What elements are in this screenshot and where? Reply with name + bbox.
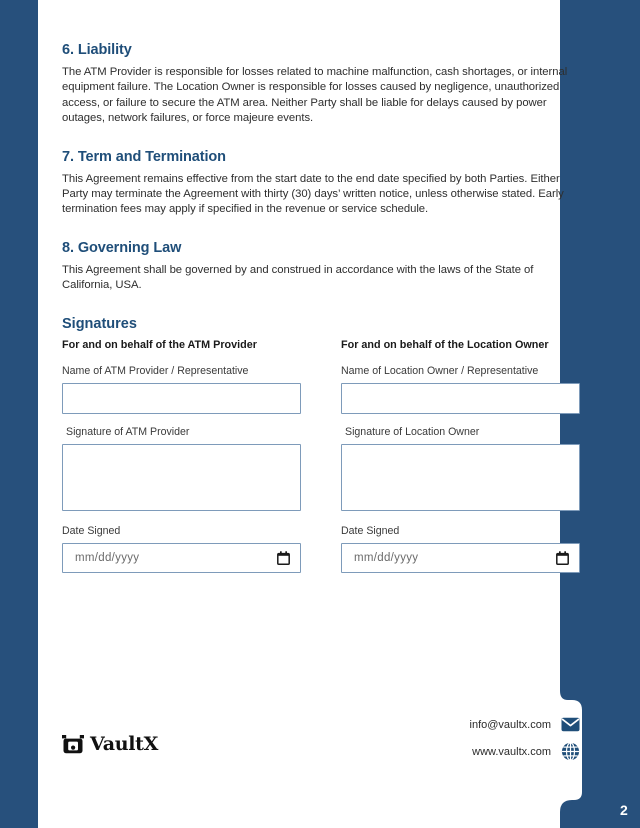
vault-mark-icon xyxy=(62,735,84,754)
section-governing-law-title: 8. Governing Law xyxy=(62,239,182,256)
label-name-location-owner: Name of Location Owner / Representative xyxy=(341,364,539,377)
section-governing-law xyxy=(62,240,580,294)
footer-website-row[interactable] xyxy=(472,742,580,761)
signatures-title: Signatures xyxy=(62,315,137,332)
brand-name: VaultX xyxy=(90,733,159,755)
section-liability-title: 6. Liability xyxy=(62,42,132,58)
signature-column-location-owner xyxy=(341,339,580,573)
input-name-location-owner[interactable] xyxy=(341,383,580,414)
input-name-atm-provider[interactable] xyxy=(62,383,301,414)
section-liability-body: The ATM Provider is responsible for losses related to machine malfunction, cash shortages, or internal equipment failure. The Location Owner is responsible for losses caused by negligence, unauthorized access, or failure to secure the ATM area. Neither Party shall be liable for delays caused by power outages, network failures, or force majeure events. xyxy=(62,66,568,125)
section-term-title: 7. Term and Termination xyxy=(62,148,226,165)
party-heading-atm-provider: For and on behalf of the ATM Provider xyxy=(62,338,257,351)
footer-email-row[interactable] xyxy=(470,717,580,732)
brand-logo xyxy=(62,733,158,755)
date-placeholder-location-owner: mm/dd/yyyy xyxy=(354,551,419,564)
signature-canvas-location-owner[interactable] xyxy=(341,444,580,511)
signatures-section xyxy=(62,316,580,573)
party-heading-location-owner: For and on behalf of the Location Owner xyxy=(341,338,549,351)
footer-website-text: www.vaultx.com xyxy=(472,745,551,758)
section-term-body: This Agreement remains effective from the start date to the end date specified by both Parties. Either Party may terminate the Agreement with thirty (30) days’ written notice, unless otherwise stated. Early termination fees may apply if specified in the revenue or service schedule. xyxy=(62,172,564,216)
label-signature-atm-provider: Signature of ATM Provider xyxy=(66,425,190,438)
signature-column-atm-provider xyxy=(62,339,301,573)
label-signature-location-owner: Signature of Location Owner xyxy=(345,425,480,438)
label-date-location-owner: Date Signed xyxy=(341,524,400,537)
page-footer xyxy=(62,715,580,761)
calendar-icon[interactable] xyxy=(556,551,569,565)
section-governing-law-body: This Agreement shall be governed by and construed in accordance with the laws of the State of California, USA. xyxy=(62,263,534,292)
section-liability xyxy=(62,0,580,127)
signature-canvas-atm-provider[interactable] xyxy=(62,444,301,511)
left-accent-band xyxy=(0,0,38,828)
date-placeholder-atm-provider: mm/dd/yyyy xyxy=(75,551,140,564)
page-number: 2 xyxy=(620,802,628,818)
globe-icon xyxy=(561,742,580,761)
label-date-atm-provider: Date Signed xyxy=(62,524,121,537)
section-term-and-termination xyxy=(62,149,580,218)
footer-contact xyxy=(470,715,580,761)
document-content xyxy=(62,0,580,573)
input-date-atm-provider[interactable] xyxy=(62,543,301,573)
signature-columns xyxy=(62,339,580,573)
envelope-icon xyxy=(561,717,580,732)
footer-email-text: info@vaultx.com xyxy=(469,718,551,731)
label-name-atm-provider: Name of ATM Provider / Representative xyxy=(62,364,249,377)
calendar-icon[interactable] xyxy=(277,551,290,565)
input-date-location-owner[interactable] xyxy=(341,543,580,573)
